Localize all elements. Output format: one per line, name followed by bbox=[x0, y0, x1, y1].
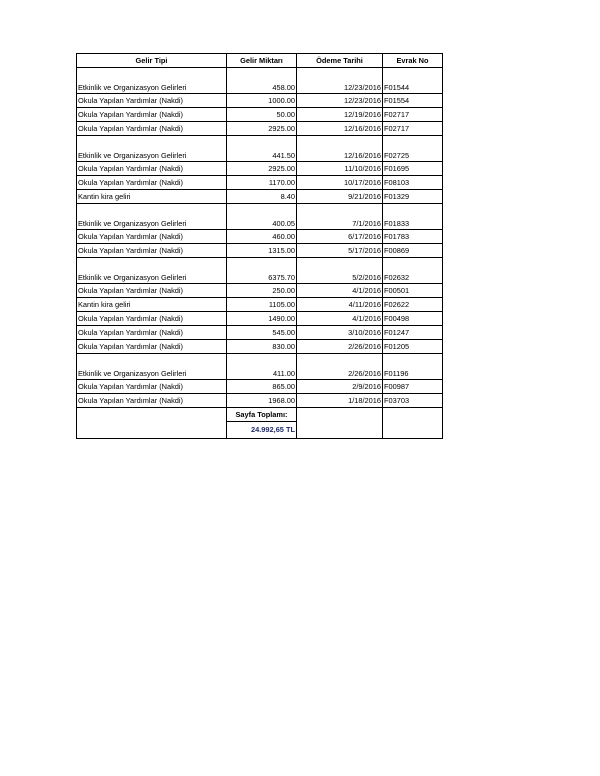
document-no-cell: F02622 bbox=[383, 298, 443, 312]
income-type-cell: Okula Yapılan Yardımlar (Nakdi) bbox=[77, 108, 227, 122]
document-no-cell: F00501 bbox=[383, 284, 443, 298]
payment-date-cell: 12/16/2016 bbox=[297, 122, 383, 136]
income-type-cell: Okula Yapılan Yardımlar (Nakdi) bbox=[77, 162, 227, 176]
total-spacer-cell bbox=[77, 408, 227, 439]
header-row bbox=[77, 54, 443, 68]
payment-date-cell: 6/17/2016 bbox=[297, 230, 383, 244]
table-row bbox=[77, 122, 443, 136]
income-amount-cell: 441.50 bbox=[227, 136, 297, 162]
payment-date-cell: 5/2/2016 bbox=[297, 258, 383, 284]
document-no-cell: F00498 bbox=[383, 312, 443, 326]
table-row bbox=[77, 298, 443, 312]
table-row bbox=[77, 68, 443, 94]
payment-date-cell: 4/11/2016 bbox=[297, 298, 383, 312]
income-amount-cell: 1105.00 bbox=[227, 298, 297, 312]
document-no-cell: F01329 bbox=[383, 190, 443, 204]
document-no-cell: F08103 bbox=[383, 176, 443, 190]
income-type-cell: Kantin kira geliri bbox=[77, 298, 227, 312]
page-total-value: 24.992,65 TL bbox=[227, 422, 297, 439]
table-body bbox=[77, 68, 443, 408]
table-row bbox=[77, 394, 443, 408]
payment-date-cell: 12/23/2016 bbox=[297, 94, 383, 108]
income-type-cell: Okula Yapılan Yardımlar (Nakdi) bbox=[77, 326, 227, 340]
income-type-cell: Okula Yapılan Yardımlar (Nakdi) bbox=[77, 394, 227, 408]
income-amount-cell: 1315.00 bbox=[227, 244, 297, 258]
income-type-cell: Okula Yapılan Yardımlar (Nakdi) bbox=[77, 340, 227, 354]
table-row bbox=[77, 162, 443, 176]
payment-date-cell: 7/1/2016 bbox=[297, 204, 383, 230]
payment-date-cell: 11/10/2016 bbox=[297, 162, 383, 176]
payment-date-cell: 4/1/2016 bbox=[297, 284, 383, 298]
payment-date-cell: 10/17/2016 bbox=[297, 176, 383, 190]
header-payment-date: Ödeme Tarihi bbox=[297, 54, 383, 68]
table-row bbox=[77, 94, 443, 108]
document-no-cell: F00987 bbox=[383, 380, 443, 394]
income-amount-cell: 1490.00 bbox=[227, 312, 297, 326]
document-no-cell: F01833 bbox=[383, 204, 443, 230]
payment-date-cell: 9/21/2016 bbox=[297, 190, 383, 204]
total-empty-date-cell bbox=[297, 408, 383, 439]
table-row bbox=[77, 284, 443, 298]
income-amount-cell: 460.00 bbox=[227, 230, 297, 244]
income-amount-cell: 1170.00 bbox=[227, 176, 297, 190]
income-amount-cell: 865.00 bbox=[227, 380, 297, 394]
table-row bbox=[77, 244, 443, 258]
document-no-cell: F01554 bbox=[383, 94, 443, 108]
income-type-cell: Okula Yapılan Yardımlar (Nakdi) bbox=[77, 176, 227, 190]
income-amount-cell: 830.00 bbox=[227, 340, 297, 354]
income-type-cell: Okula Yapılan Yardımlar (Nakdi) bbox=[77, 244, 227, 258]
payment-date-cell: 12/19/2016 bbox=[297, 108, 383, 122]
document-no-cell: F02717 bbox=[383, 108, 443, 122]
income-type-cell: Kantin kira geliri bbox=[77, 190, 227, 204]
payment-date-cell: 2/26/2016 bbox=[297, 340, 383, 354]
income-type-cell: Okula Yapılan Yardımlar (Nakdi) bbox=[77, 312, 227, 326]
table-row bbox=[77, 190, 443, 204]
document-no-cell: F01695 bbox=[383, 162, 443, 176]
table-row bbox=[77, 230, 443, 244]
document-no-cell: F01205 bbox=[383, 340, 443, 354]
table-row bbox=[77, 176, 443, 190]
income-type-cell: Okula Yapılan Yardımlar (Nakdi) bbox=[77, 380, 227, 394]
income-type-cell: Etkinlik ve Organizasyon Gelirleri bbox=[77, 204, 227, 230]
table-row bbox=[77, 340, 443, 354]
page-total-label: Sayfa Toplamı: bbox=[227, 408, 297, 422]
header-income-amount: Gelir Miktarı bbox=[227, 54, 297, 68]
income-type-cell: Etkinlik ve Organizasyon Gelirleri bbox=[77, 258, 227, 284]
income-amount-cell: 1968.00 bbox=[227, 394, 297, 408]
document-no-cell: F01783 bbox=[383, 230, 443, 244]
income-type-cell: Okula Yapılan Yardımlar (Nakdi) bbox=[77, 94, 227, 108]
income-amount-cell: 250.00 bbox=[227, 284, 297, 298]
income-amount-cell: 2925.00 bbox=[227, 122, 297, 136]
document-no-cell: F02717 bbox=[383, 122, 443, 136]
payment-date-cell: 3/10/2016 bbox=[297, 326, 383, 340]
payment-date-cell: 5/17/2016 bbox=[297, 244, 383, 258]
table-row bbox=[77, 204, 443, 230]
document-no-cell: F01196 bbox=[383, 354, 443, 380]
document-no-cell: F00869 bbox=[383, 244, 443, 258]
table-row bbox=[77, 136, 443, 162]
payment-date-cell: 2/26/2016 bbox=[297, 354, 383, 380]
income-amount-cell: 2925.00 bbox=[227, 162, 297, 176]
table-row bbox=[77, 312, 443, 326]
header-document-no: Evrak No bbox=[383, 54, 443, 68]
table-row bbox=[77, 380, 443, 394]
table-row bbox=[77, 258, 443, 284]
document-no-cell: F02632 bbox=[383, 258, 443, 284]
income-type-cell: Etkinlik ve Organizasyon Gelirleri bbox=[77, 354, 227, 380]
table-row bbox=[77, 108, 443, 122]
table-row bbox=[77, 326, 443, 340]
income-amount-cell: 545.00 bbox=[227, 326, 297, 340]
total-label-row bbox=[77, 408, 443, 422]
table-row bbox=[77, 354, 443, 380]
document-no-cell: F02725 bbox=[383, 136, 443, 162]
document-no-cell: F03703 bbox=[383, 394, 443, 408]
income-amount-cell: 400.05 bbox=[227, 204, 297, 230]
income-amount-cell: 1000.00 bbox=[227, 94, 297, 108]
document-no-cell: F01247 bbox=[383, 326, 443, 340]
income-amount-cell: 50.00 bbox=[227, 108, 297, 122]
header-income-type: Gelir Tipi bbox=[77, 54, 227, 68]
income-amount-cell: 411.00 bbox=[227, 354, 297, 380]
income-amount-cell: 8.40 bbox=[227, 190, 297, 204]
income-amount-cell: 6375.70 bbox=[227, 258, 297, 284]
income-table bbox=[76, 53, 443, 439]
income-type-cell: Etkinlik ve Organizasyon Gelirleri bbox=[77, 68, 227, 94]
payment-date-cell: 12/16/2016 bbox=[297, 136, 383, 162]
payment-date-cell: 2/9/2016 bbox=[297, 380, 383, 394]
total-empty-doc-cell bbox=[383, 408, 443, 439]
income-amount-cell: 458.00 bbox=[227, 68, 297, 94]
document-no-cell: F01544 bbox=[383, 68, 443, 94]
payment-date-cell: 4/1/2016 bbox=[297, 312, 383, 326]
payment-date-cell: 12/23/2016 bbox=[297, 68, 383, 94]
income-type-cell: Etkinlik ve Organizasyon Gelirleri bbox=[77, 136, 227, 162]
income-type-cell: Okula Yapılan Yardımlar (Nakdi) bbox=[77, 122, 227, 136]
income-type-cell: Okula Yapılan Yardımlar (Nakdi) bbox=[77, 230, 227, 244]
income-type-cell: Okula Yapılan Yardımlar (Nakdi) bbox=[77, 284, 227, 298]
payment-date-cell: 1/18/2016 bbox=[297, 394, 383, 408]
